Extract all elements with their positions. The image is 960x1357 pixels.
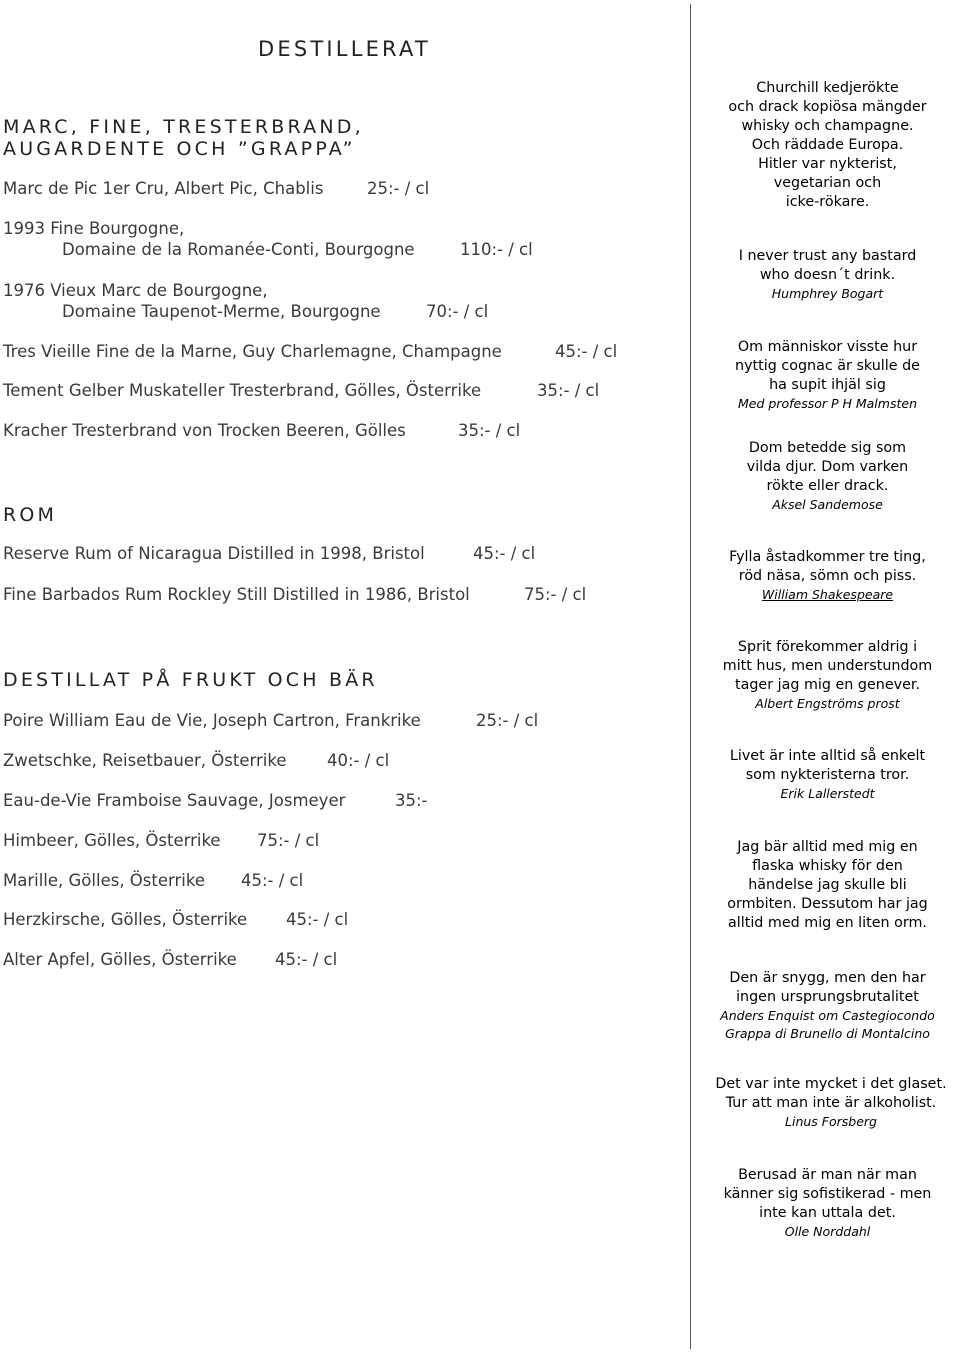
- column-divider: [690, 4, 691, 1349]
- quote-author: Linus Forsberg: [785, 1114, 877, 1129]
- menu-item-name: Fine Barbados Rum Rockley Still Distilled in 1986, Bristol: [3, 585, 470, 604]
- quote-line: Och räddade Europa.: [751, 137, 904, 153]
- quote-author: Albert Engströms prost: [755, 696, 900, 711]
- quote-line: who doesn´t drink.: [759, 267, 896, 283]
- menu-item-name: Marille, Gölles, Österrike: [3, 871, 205, 890]
- quote-line: händelse jag skulle bli: [748, 877, 907, 893]
- menu-item-price: 45:- / cl: [473, 544, 536, 563]
- quote-block: [700, 338, 955, 413]
- quote-author: Erik Lallerstedt: [780, 786, 875, 801]
- quote-line: flaska whisky för den: [752, 858, 903, 874]
- menu-item-price: 75:- / cl: [257, 831, 320, 850]
- quote-author-line2: Grappa di Brunello di Montalcino: [725, 1026, 930, 1041]
- quote-line: Det var inte mycket i det glaset.: [715, 1076, 947, 1092]
- quote-line: Hitler var nykterist,: [758, 156, 897, 172]
- quote-block: [700, 969, 955, 1043]
- quote-line: vegetarian och: [773, 175, 882, 191]
- quote-line: Livet är inte alltid så enkelt: [729, 748, 926, 764]
- menu-item-price: 35:- / cl: [458, 421, 521, 440]
- quote-block: [700, 1166, 955, 1241]
- quote-line: röd näsa, sömn och piss.: [738, 568, 917, 584]
- quote-author: William Shakespeare: [761, 587, 894, 602]
- section-heading-marc-line1: MARC, FINE, TRESTERBRAND,: [3, 116, 364, 138]
- menu-item-price: 35:- / cl: [537, 381, 600, 400]
- menu-item-price: 70:- / cl: [426, 302, 489, 321]
- menu-item-name: Tement Gelber Muskateller Tresterbrand, Gölles, Österrike: [3, 381, 482, 400]
- menu-item-name: Zwetschke, Reisetbauer, Österrike: [3, 751, 287, 770]
- quote-line: tager jag mig en genever.: [734, 677, 921, 693]
- menu-item-name: 1976 Vieux Marc de Bourgogne,: [3, 281, 268, 300]
- quote-line: Den är snygg, men den har: [729, 970, 926, 986]
- menu-item-price: 45:- / cl: [241, 871, 304, 890]
- menu-item-name: 1993 Fine Bourgogne,: [3, 219, 185, 238]
- quote-line: Dom betedde sig som: [748, 440, 907, 456]
- section-heading-rom: ROM: [3, 504, 58, 526]
- quote-line: alltid med mig en liten orm.: [728, 915, 927, 931]
- menu-item-name-line2: Domaine de la Romanée-Conti, Bourgogne: [62, 240, 415, 259]
- quote-block: [702, 1075, 960, 1131]
- menu-item-price: 45:- / cl: [555, 342, 618, 361]
- menu-item-name: Poire William Eau de Vie, Joseph Cartron, Frankrike: [3, 711, 421, 730]
- quote-line: Fylla åstadkommer tre ting,: [729, 549, 926, 565]
- quote-block: [700, 838, 955, 933]
- quote-line: Berusad är man när man: [738, 1167, 917, 1183]
- quote-line: I never trust any bastard: [738, 248, 917, 264]
- quote-line: Jag bär alltid med mig en: [737, 839, 918, 855]
- quote-line: nyttig cognac är skulle de: [735, 358, 920, 374]
- menu-item-name: Reserve Rum of Nicaragua Distilled in 1998, Bristol: [3, 544, 425, 563]
- quote-line: ingen ursprungsbrutalitet: [736, 989, 919, 1005]
- quote-line: vilda djur. Dom varken: [746, 459, 909, 475]
- quote-line: ormbiten. Dessutom har jag: [727, 896, 928, 912]
- menu-item-name: Tres Vieille Fine de la Marne, Guy Charlemagne, Champagne: [3, 342, 502, 361]
- menu-item-price: 25:- / cl: [476, 711, 539, 730]
- quote-line: som nykteristerna tror.: [745, 767, 910, 783]
- quote-author: Med professor P H Malmsten: [738, 396, 917, 411]
- menu-item-name: Alter Apfel, Gölles, Österrike: [3, 950, 237, 969]
- quote-line: mitt hus, men understundom: [722, 658, 933, 674]
- menu-item-name: Himbeer, Gölles, Österrike: [3, 831, 221, 850]
- menu-item-price: 25:- / cl: [367, 179, 430, 198]
- quote-line: icke-rökare.: [785, 194, 870, 210]
- menu-item-name: Marc de Pic 1er Cru, Albert Pic, Chablis: [3, 179, 324, 198]
- menu-item-price: 35:-: [395, 791, 428, 810]
- quote-author: Aksel Sandemose: [772, 497, 883, 512]
- menu-item-name: Kracher Tresterbrand von Trocken Beeren, Gölles: [3, 421, 406, 440]
- menu-item-name-line2: Domaine Taupenot-Merme, Bourgogne: [62, 302, 381, 321]
- menu-item-price: 45:- / cl: [286, 910, 349, 929]
- menu-item-price: 40:- / cl: [327, 751, 390, 770]
- quote-line: känner sig sofistikerad - men: [723, 1186, 932, 1202]
- quote-line: rökte eller drack.: [766, 478, 889, 494]
- menu-item-price: 75:- / cl: [524, 585, 587, 604]
- quote-line: Tur att man inte är alkoholist.: [725, 1095, 937, 1111]
- quote-line: och drack kopiösa mängder: [728, 99, 927, 115]
- menu-item-price: 110:- / cl: [460, 240, 533, 259]
- quote-author: Humphrey Bogart: [771, 286, 884, 301]
- quote-line: Churchill kedjerökte: [756, 80, 899, 96]
- quote-block: [700, 79, 955, 212]
- quote-block: [700, 638, 955, 713]
- quote-line: ha supit ihjäl sig: [769, 377, 886, 393]
- quote-block: [700, 247, 955, 303]
- menu-item-name: Eau-de-Vie Framboise Sauvage, Josmeyer: [3, 791, 346, 810]
- menu-item-name: Herzkirsche, Gölles, Österrike: [3, 910, 248, 929]
- quote-block: [700, 439, 955, 514]
- quote-line: whisky och champagne.: [741, 118, 914, 134]
- quote-line: inte kan uttala det.: [759, 1205, 896, 1221]
- page-title: DESTILLERAT: [258, 37, 431, 61]
- quote-author: Anders Enquist om Castegiocondo: [720, 1008, 935, 1023]
- section-heading-marc-line2: AUGARDENTE OCH ”GRAPPA”: [3, 138, 356, 160]
- quote-block: [700, 548, 955, 604]
- quote-author: Olle Norddahl: [784, 1224, 871, 1239]
- section-heading-frukt: DESTILLAT PÅ FRUKT OCH BÄR: [3, 669, 378, 691]
- quote-line: Sprit förekommer aldrig i: [737, 639, 918, 655]
- quote-line: Om människor visste hur: [737, 339, 918, 355]
- quote-block: [700, 747, 955, 803]
- menu-item-price: 45:- / cl: [275, 950, 338, 969]
